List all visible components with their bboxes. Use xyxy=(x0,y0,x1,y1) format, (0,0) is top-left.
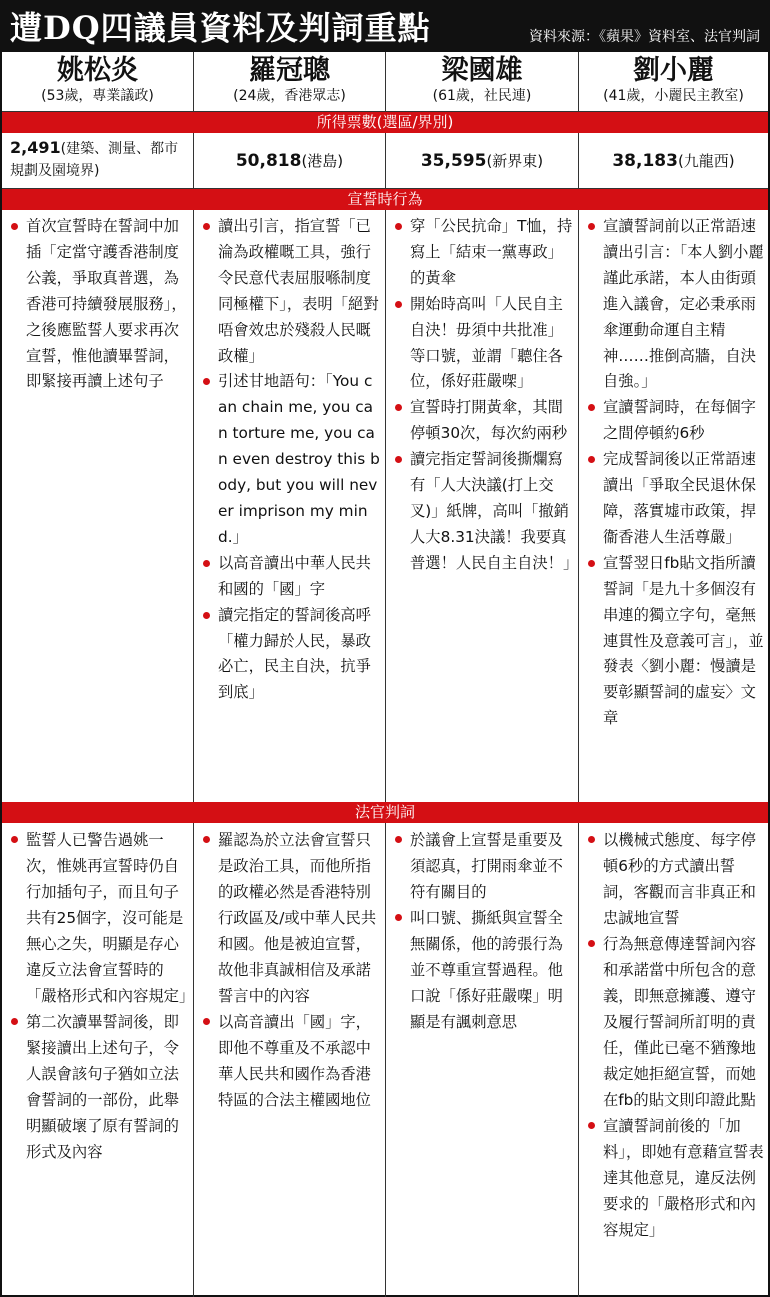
member-meta: (53歲，專業議政) xyxy=(41,88,154,104)
bullet-point: 行為無意傳達誓詞內容和承諾當中所包含的意義，即無意擁護、遵守及履行誓詞所訂明的責任，僅此已毫不猶豫地裁定她拒絕宣誓，而她在fb的貼文則印證此點 xyxy=(583,931,764,1113)
bullet-point: 宣誓翌日fb貼文指所讀誓詞「是九十多個沒有串連的獨立字句，毫無連貫性及意義可言」，並發表〈劉小麗：慢讀是要彰顯誓詞的虛妄〉文章 xyxy=(583,551,764,732)
vote-district: (九龍西) xyxy=(677,152,735,170)
title-bar xyxy=(2,2,768,52)
member-header xyxy=(2,52,194,111)
judgment-points xyxy=(583,827,764,1243)
member-name: 梁國雄 xyxy=(441,55,523,86)
judgment-cell xyxy=(386,823,579,1297)
vote-district: (建築、測量、都市規劃及園境界) xyxy=(10,141,179,179)
bullet-point: 宣讀誓詞時，在每個字之間停頓約6秒 xyxy=(583,395,764,447)
bullet-point: 引述甘地語句：「You can chain me, you can torture me, you can even destroy this body, but you will never imprison my mind.」 xyxy=(198,369,381,550)
section-bar-oath: 宣誓時行為 xyxy=(2,189,768,210)
member-header xyxy=(194,52,386,111)
bullet-point: 讀完指定的誓詞後高呼「權力歸於人民，暴政必亡，民主自決，抗爭到底」 xyxy=(198,603,381,707)
votes-row xyxy=(2,133,768,189)
source-credit: 資料來源：《蘋果》資料室、法官判詞 xyxy=(529,29,760,45)
vote-count: 50,818 xyxy=(235,150,302,171)
judgment-cell xyxy=(579,823,768,1297)
member-name: 羅冠聰 xyxy=(249,55,330,86)
bullet-point: 開始時高叫「人民自主自決！毋須中共批准」等口號，並謂「聽住各位，係好莊嚴㗎」 xyxy=(390,292,574,396)
judgment-cell xyxy=(194,823,386,1297)
bullet-point: 宣讀誓詞前後的「加料」，即她有意藉宣誓表達其他意見，違反法例要求的「嚴格形式和內容規定」 xyxy=(583,1113,764,1243)
vote-count: 35,595 xyxy=(420,150,487,171)
judgment-points xyxy=(390,827,574,1035)
member-meta: (24歲，香港眾志) xyxy=(233,88,346,104)
member-name: 姚松炎 xyxy=(57,55,138,86)
vote-cell xyxy=(2,133,194,188)
member-meta: (61歲，社民連) xyxy=(432,88,532,104)
bullet-point: 以機械式態度、每字停頓6秒的方式讀出誓詞，客觀而言非真正和忠誠地宣誓 xyxy=(583,827,764,931)
graphic-title: 遭DQ四議員資料及判詞重點 xyxy=(10,9,431,47)
bullet-point: 叫口號、撕紙與宣誓全無關係，他的誇張行為並不尊重宣誓過程。他口說「係好莊嚴㗎」明顯是有諷刺意思 xyxy=(390,905,574,1035)
oath-points xyxy=(390,214,579,577)
oath-row xyxy=(2,210,768,802)
oath-points xyxy=(6,214,189,395)
section-bar-votes: 所得票數(選區/界別) xyxy=(2,112,768,133)
oath-cell xyxy=(2,210,194,802)
oath-cell xyxy=(579,210,768,802)
judgment-row xyxy=(2,823,768,1297)
bullet-point: 首次宣誓時在誓詞中加插「定當守護香港制度公義，爭取真普選，為香港可持續發展服務」，之後應監誓人要求再次宣誓，惟他讀畢誓詞，即緊接再讀上述句子 xyxy=(6,214,189,395)
bullet-point: 穿「公民抗命」T恤，持寫上「結束一黨專政」的黃傘 xyxy=(390,214,574,292)
judgment-points xyxy=(6,827,195,1165)
member-name: 劉小麗 xyxy=(633,55,714,86)
vote-cell xyxy=(386,133,579,188)
bullet-point: 讀出引言，指宣誓「已淪為政權嘅工具，強行令民意代表屈服喺制度同極權下」，表明「絕對唔會效忠於殘殺人民嘅政權」 xyxy=(198,214,381,369)
vote-district: (港島) xyxy=(301,152,344,170)
bullet-point: 以高音讀出中華人民共和國的「國」字 xyxy=(198,551,381,603)
bullet-point: 宣讀誓詞前以正常語速讀出引言：「本人劉小麗謹此承諾，本人由街頭進入議會，定必秉承雨傘運動命運自主精神……推倒高牆，自決自強。」 xyxy=(583,214,764,395)
oath-points xyxy=(198,214,381,706)
vote-count: 38,183 xyxy=(612,150,678,171)
section-bar-judgment: 法官判詞 xyxy=(2,802,768,823)
vote-count: 2,491 xyxy=(10,138,61,157)
member-header xyxy=(386,52,579,111)
oath-cell xyxy=(386,210,579,802)
member-header xyxy=(579,52,768,111)
bullet-point: 第二次讀畢誓詞後，即緊接讀出上述句子，令人誤會該句子猶如立法會誓詞的一部份，此舉明顯破壞了原有誓詞的形式及內容 xyxy=(6,1009,189,1165)
bullet-point: 羅認為於立法會宣誓只是政治工具，而他所指的政權必然是香港特別行政區及/或中華人民共和國。他是被迫宣誓，故他非真誠相信及承諾誓言中的內容 xyxy=(198,827,381,1009)
bullet-point: 於議會上宣誓是重要及須認真，打開雨傘並不符有關目的 xyxy=(390,827,574,905)
oath-cell xyxy=(194,210,386,802)
vote-cell xyxy=(579,133,768,188)
oath-points xyxy=(583,214,764,732)
bullet-point: 監誓人已警告過姚一次，惟姚再宣誓時仍自行加插句子，而且句子共有25個字，沒可能是無心之失，明顯是存心違反立法會宣誓時的「嚴格形式和內容規定」 xyxy=(6,827,189,1009)
bullet-point: 以高音讀出「國」字，即他不尊重及不承認中華人民共和國作為香港特區的合法主權國地位 xyxy=(198,1009,381,1113)
vote-cell xyxy=(194,133,386,188)
member-meta: (41歲，小麗民主教室) xyxy=(603,88,744,104)
bullet-point: 讀完指定誓詞後撕爛寫有「人大決議(打上交叉)」紙牌，高叫「撤銷人大8.31決議！我要真普選！人民自主自決！」 xyxy=(390,447,574,577)
judgment-cell xyxy=(2,823,194,1297)
member-name-row xyxy=(2,52,768,112)
bullet-point: 宣誓時打開黃傘，其間停頓30次，每次約兩秒 xyxy=(390,395,574,447)
vote-district: (新界東) xyxy=(486,152,544,170)
judgment-points xyxy=(198,827,381,1113)
bullet-point: 完成誓詞後以正常語速讀出「爭取全民退休保障，落實墟市政策，捍衞香港人生活尊嚴」 xyxy=(583,447,764,551)
